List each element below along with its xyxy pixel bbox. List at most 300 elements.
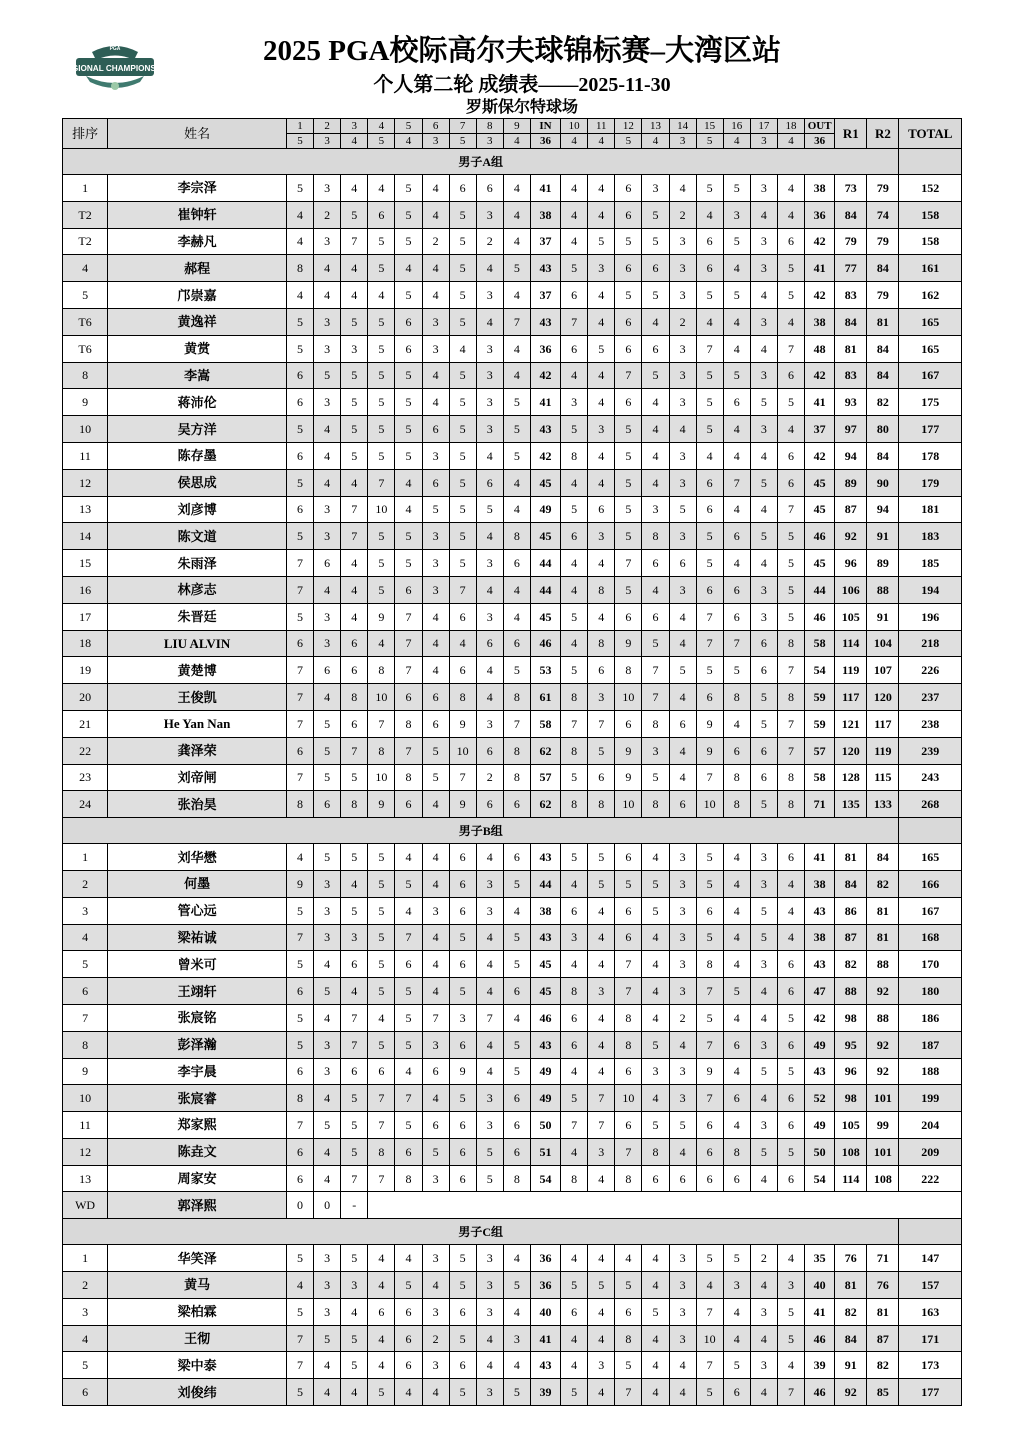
hole-score-cell: 6 [422,416,449,443]
hole-score-cell: 6 [723,737,750,764]
hole-score-cell: 4 [422,1379,449,1406]
half-total-cell: 43 [805,897,835,924]
hole-score-cell: 5 [561,657,588,684]
r1-score: 84 [835,1325,867,1352]
group-header-row [63,818,962,844]
hole-score-cell: 6 [615,844,642,871]
par-cell: 3 [314,134,341,149]
half-total-cell: 43 [805,951,835,978]
hole-score-cell: 5 [777,1004,804,1031]
hole-score-cell: 6 [449,175,476,202]
hole-score-cell: 7 [341,1165,368,1192]
hole-score-cell: 4 [314,1138,341,1165]
hole-score-cell: 4 [503,282,530,309]
hole-score-cell: 5 [449,978,476,1005]
player-rank: 8 [63,362,108,389]
hole-score-cell: 4 [395,1379,422,1406]
hole-score-cell: 5 [615,282,642,309]
hole-score-cell: 4 [422,870,449,897]
hole-score-cell: 4 [642,1272,669,1299]
half-total-cell: 39 [530,1379,560,1406]
hole-header: 9 [503,119,530,134]
hole-score-cell: 4 [395,1058,422,1085]
player-rank: 4 [63,924,108,951]
r1-score: 82 [835,1298,867,1325]
hole-score-cell: 4 [642,1085,669,1112]
r2-score: 85 [867,1379,899,1406]
hole-score-cell: 5 [395,1031,422,1058]
hole-score-cell: 5 [395,175,422,202]
hole-score-cell: 10 [615,791,642,818]
half-total-cell: 36 [530,1245,560,1272]
hole-score-cell: 5 [368,1379,395,1406]
player-rank: 4 [63,1325,108,1352]
player-name: 王彻 [108,1325,287,1352]
hole-score-cell: 6 [750,630,777,657]
hole-score-cell: 5 [696,870,723,897]
hole-score-cell: 5 [449,308,476,335]
hole-score-cell: 8 [503,764,530,791]
hole-score-cell: 4 [422,630,449,657]
r2-score: 88 [867,576,899,603]
half-total-cell: 61 [530,684,560,711]
half-total-cell: 38 [805,870,835,897]
hole-score-cell: 4 [642,308,669,335]
half-total-cell: 41 [805,844,835,871]
hole-score-cell: 4 [395,1245,422,1272]
half-total-cell: 53 [530,657,560,684]
hole-score-cell: 5 [395,1004,422,1031]
hole-score-cell: 3 [476,416,503,443]
hole-score-cell: 6 [669,791,696,818]
hole-score-cell: 4 [777,1352,804,1379]
hole-score-cell: 4 [750,335,777,362]
half-total-cell: 38 [805,175,835,202]
hole-score-cell: 3 [422,1165,449,1192]
player-rank: 13 [63,1165,108,1192]
hole-score-cell: 4 [588,1004,615,1031]
hole-score-cell: 6 [696,1112,723,1139]
player-rank: 16 [63,576,108,603]
hole-score-cell: 3 [476,201,503,228]
hole-score-cell: 6 [503,978,530,1005]
hole-score-cell: 3 [476,710,503,737]
hole-score-cell: 7 [696,630,723,657]
hole-score-cell: 5 [422,496,449,523]
hole-score-cell: 6 [615,175,642,202]
hole-score-cell: 3 [669,576,696,603]
hole-score-cell: 7 [615,951,642,978]
hole-score-cell: 4 [422,791,449,818]
hole-score-cell: 4 [642,389,669,416]
hole-score-cell: 5 [615,1272,642,1299]
hole-score-cell: 3 [422,1352,449,1379]
hole-score-cell: 7 [395,630,422,657]
hole-score-cell: 5 [395,389,422,416]
half-total-cell: 46 [805,523,835,550]
half-total-cell: 62 [530,737,560,764]
hole-score-cell: 5 [696,657,723,684]
hole-score-cell: 6 [723,1165,750,1192]
total-header: TOTAL [899,119,962,149]
hole-score-cell: 4 [314,1085,341,1112]
hole-score-cell: 0 [286,1192,313,1219]
hole-score-cell: 4 [669,175,696,202]
player-rank: 4 [63,255,108,282]
hole-score-cell: 6 [777,1112,804,1139]
player-rank: 5 [63,282,108,309]
hole-score-cell: 4 [341,1379,368,1406]
hole-score-cell: 7 [561,308,588,335]
hole-score-cell: 7 [696,1352,723,1379]
hole-score-cell: 6 [642,1165,669,1192]
hole-score-cell: 5 [615,496,642,523]
r1-score: 96 [835,550,867,577]
player-rank: T6 [63,335,108,362]
hole-score-cell: 7 [561,1112,588,1139]
hole-score-cell: 3 [588,255,615,282]
player-name: 刘帝闸 [108,764,287,791]
hole-score-cell: 5 [777,1058,804,1085]
player-rank: 8 [63,1031,108,1058]
total-score: 158 [899,201,962,228]
hole-score-cell: 3 [476,1298,503,1325]
hole-score-cell: 10 [696,791,723,818]
hole-score-cell: 5 [561,1379,588,1406]
total-score: 268 [899,791,962,818]
hole-score-cell: 4 [368,1272,395,1299]
hole-score-cell: 3 [750,416,777,443]
half-total-cell: 58 [805,764,835,791]
hole-score-cell: 5 [561,603,588,630]
par-cell: 4 [723,134,750,149]
player-name: 彭泽瀚 [108,1031,287,1058]
hole-score-cell: 6 [286,630,313,657]
hole-score-cell: 7 [286,1112,313,1139]
hole-score-cell: 5 [314,737,341,764]
hole-score-cell: 5 [777,550,804,577]
hole-score-cell: 3 [750,603,777,630]
hole-score-cell: 5 [777,603,804,630]
player-row [63,496,962,523]
hole-score-cell: 4 [476,1031,503,1058]
hole-score-cell: 6 [286,1165,313,1192]
hole-score-cell: 4 [561,1058,588,1085]
hole-score-cell: 7 [368,469,395,496]
r2-header: R2 [867,119,899,149]
hole-score-cell: 7 [395,657,422,684]
total-score: 152 [899,175,962,202]
r1-score: 87 [835,496,867,523]
hole-score-cell: 3 [476,870,503,897]
r1-score: 114 [835,630,867,657]
hole-score-cell: 6 [476,469,503,496]
hole-score-cell: 4 [476,951,503,978]
r1-score: 83 [835,362,867,389]
hole-score-cell: 2 [476,764,503,791]
hole-score-cell: 6 [286,978,313,1005]
player-row [63,737,962,764]
hole-score-cell: 4 [476,255,503,282]
hole-score-cell: 3 [777,1272,804,1299]
hole-score-cell: 7 [286,657,313,684]
hole-score-cell: 6 [449,897,476,924]
hole-score-cell: 5 [503,951,530,978]
hole-score-cell: 4 [669,1031,696,1058]
hole-score-cell: 5 [368,550,395,577]
hole-score-cell: 5 [561,1272,588,1299]
total-score: 165 [899,335,962,362]
hole-score-cell: 8 [723,1138,750,1165]
r2-score: 84 [867,255,899,282]
r1-score: 114 [835,1165,867,1192]
hole-score-cell: 5 [341,1352,368,1379]
half-total-cell: 49 [805,1031,835,1058]
half-total-cell: 45 [530,469,560,496]
hole-score-cell: 5 [615,870,642,897]
hole-score-cell: 4 [476,844,503,871]
hole-score-cell: 3 [642,496,669,523]
hole-score-cell: 6 [422,1058,449,1085]
hole-header: 14 [669,119,696,134]
r2-score: 82 [867,389,899,416]
hole-score-cell: 6 [561,523,588,550]
player-rank: T2 [63,228,108,255]
player-name: 李赫凡 [108,228,287,255]
hole-score-cell: 4 [422,175,449,202]
logo-top-text: PGA [109,46,121,52]
hole-score-cell: 5 [449,416,476,443]
hole-score-cell: 4 [750,496,777,523]
half-total-cell: 42 [805,282,835,309]
hole-score-cell: 5 [314,710,341,737]
hole-score-cell: 2 [314,201,341,228]
hole-score-cell: 6 [723,1085,750,1112]
player-rank: 3 [63,1298,108,1325]
hole-score-cell: 4 [669,416,696,443]
total-score: 162 [899,282,962,309]
hole-score-cell: 3 [750,255,777,282]
hole-score-cell: 5 [615,416,642,443]
hole-score-cell: 7 [286,1325,313,1352]
hole-score-cell: 6 [615,389,642,416]
hole-score-cell: 8 [723,684,750,711]
player-name: 黄赏 [108,335,287,362]
hole-score-cell: 7 [286,684,313,711]
total-score: 165 [899,308,962,335]
hole-score-cell: 6 [723,1031,750,1058]
hole-score-cell: 6 [750,737,777,764]
hole-score-cell: 7 [368,1112,395,1139]
hole-score-cell: 4 [588,550,615,577]
player-row [63,576,962,603]
hole-score-cell: 4 [476,657,503,684]
hole-score-cell: 6 [723,1379,750,1406]
hole-score-cell: 4 [723,710,750,737]
hole-score-cell: 4 [588,308,615,335]
hole-score-cell: 9 [696,737,723,764]
half-total-cell: 42 [805,442,835,469]
hole-score-cell: 4 [642,844,669,871]
hole-score-cell: 5 [503,416,530,443]
hole-score-cell: 4 [777,897,804,924]
hole-score-cell: 3 [314,1245,341,1272]
player-rank: 14 [63,523,108,550]
hole-score-cell: 4 [588,1058,615,1085]
hole-score-cell: 4 [588,603,615,630]
hole-score-cell: 5 [696,1379,723,1406]
hole-score-cell: 7 [642,684,669,711]
hole-score-cell: 3 [723,201,750,228]
hole-score-cell: 5 [449,362,476,389]
hole-score-cell: 3 [314,1031,341,1058]
player-row [63,442,962,469]
half-total-cell: 36 [530,335,560,362]
player-rank: 23 [63,764,108,791]
hole-score-cell: 6 [395,791,422,818]
hole-score-cell: 9 [615,737,642,764]
par-cell: 3 [669,134,696,149]
half-total-cell: 41 [805,389,835,416]
half-total-cell: 43 [530,844,560,871]
hole-score-cell: 5 [286,897,313,924]
hole-score-cell: 6 [561,1031,588,1058]
hole-score-cell: 8 [341,684,368,711]
hole-score-cell: 6 [696,228,723,255]
player-name: 张治昊 [108,791,287,818]
hole-score-cell: 6 [503,550,530,577]
half-total-cell: 41 [530,389,560,416]
hole-score-cell: 5 [449,550,476,577]
total-score: 170 [899,951,962,978]
hole-score-cell: 4 [588,1031,615,1058]
hole-score-cell: 4 [476,1352,503,1379]
hole-score-cell: 4 [750,1325,777,1352]
r2-score: 88 [867,1004,899,1031]
hole-score-cell: 3 [314,335,341,362]
hole-score-cell: 6 [696,1165,723,1192]
player-row [63,1272,962,1299]
hole-score-cell: 6 [286,1058,313,1085]
hole-score-cell: 3 [669,1298,696,1325]
hole-header: 7 [449,119,476,134]
hole-score-cell: 6 [286,389,313,416]
hole-score-cell: 5 [615,523,642,550]
hole-score-cell: 4 [588,282,615,309]
hole-score-cell: 4 [341,870,368,897]
hole-score-cell: 6 [615,335,642,362]
par-cell: 5 [368,134,395,149]
hole-score-cell: 5 [642,870,669,897]
hole-score-cell: 4 [588,924,615,951]
hole-score-cell: 5 [588,228,615,255]
hole-score-cell: 7 [341,523,368,550]
hole-score-cell: 5 [449,255,476,282]
hole-score-cell: 3 [669,442,696,469]
hole-score-cell: 4 [286,282,313,309]
player-rank: 3 [63,897,108,924]
hole-score-cell: 9 [696,1058,723,1085]
hole-score-cell: 4 [503,1352,530,1379]
logo-text: REGIONAL CHAMPIONSHIP [60,64,170,73]
hole-score-cell: 4 [696,442,723,469]
hole-score-cell: 5 [561,255,588,282]
hole-score-cell: 5 [723,1352,750,1379]
hole-score-cell: 3 [314,308,341,335]
hole-score-cell: 6 [669,710,696,737]
hole-score-cell: 10 [449,737,476,764]
r2-score: 82 [867,1352,899,1379]
hole-score-cell: 2 [750,1245,777,1272]
hole-score-cell: 8 [449,684,476,711]
total-score: 180 [899,978,962,1005]
hole-score-cell: 7 [696,1298,723,1325]
hole-score-cell: 4 [642,924,669,951]
hole-score-cell: 7 [777,1379,804,1406]
half-total-cell: 37 [530,228,560,255]
hole-score-cell: 5 [422,1138,449,1165]
total-score: 237 [899,684,962,711]
hole-score-cell: 4 [588,201,615,228]
half-total-cell: 46 [805,1325,835,1352]
hole-score-cell: 7 [615,362,642,389]
hole-score-cell: 8 [286,791,313,818]
hole-score-cell: 6 [642,603,669,630]
hole-score-cell: 7 [777,737,804,764]
hole-score-cell: 5 [777,576,804,603]
r1-score: 77 [835,255,867,282]
hole-score-cell: 5 [723,175,750,202]
hole-score-cell: 5 [750,924,777,951]
player-rank: 15 [63,550,108,577]
player-row [63,603,962,630]
hole-score-cell: 5 [723,228,750,255]
hole-score-cell: 5 [561,496,588,523]
player-name: 郑家熙 [108,1112,287,1139]
hole-score-cell: 5 [395,523,422,550]
hole-score-cell: 3 [669,924,696,951]
hole-score-cell: 8 [615,1325,642,1352]
hole-score-cell: 5 [642,1031,669,1058]
total-score: 218 [899,630,962,657]
hole-score-cell: 4 [561,1245,588,1272]
total-score: 186 [899,1004,962,1031]
hole-score-cell: 3 [314,870,341,897]
hole-score-cell: 3 [422,1298,449,1325]
hole-score-cell: 5 [368,335,395,362]
hole-score-cell: 4 [777,416,804,443]
hole-score-cell: 3 [422,523,449,550]
player-rank: 22 [63,737,108,764]
r2-score: 82 [867,870,899,897]
hole-score-cell: 6 [588,496,615,523]
hole-score-cell: 3 [314,1272,341,1299]
player-name: 林彦志 [108,576,287,603]
hole-score-cell: 8 [642,523,669,550]
hole-score-cell: 3 [314,603,341,630]
total-score: 158 [899,228,962,255]
hole-score-cell: 4 [503,201,530,228]
half-total-cell: 35 [805,1245,835,1272]
player-rank: 5 [63,951,108,978]
hole-score-cell: 10 [368,764,395,791]
hole-score-cell: 3 [669,255,696,282]
hole-score-cell: 4 [669,764,696,791]
hole-score-cell: 8 [395,1165,422,1192]
hole-score-cell: 5 [286,1379,313,1406]
hole-score-cell: 4 [750,978,777,1005]
player-name: 王俊凯 [108,684,287,711]
